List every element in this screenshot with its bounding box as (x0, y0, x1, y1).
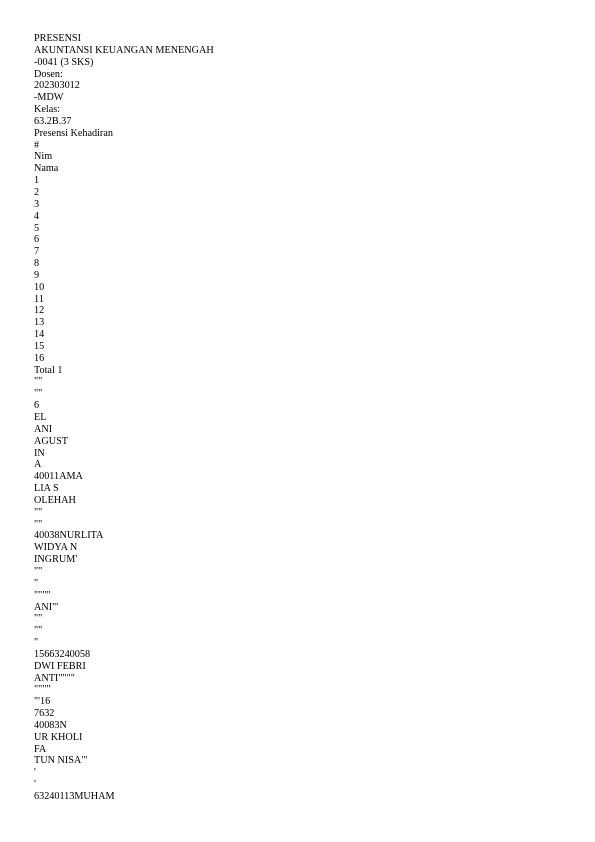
session-number: 6 (34, 234, 40, 246)
session-number: 12 (34, 305, 45, 317)
session-number: 10 (34, 281, 45, 293)
column-header-number: # (34, 139, 40, 151)
session-number: 8 (34, 258, 40, 270)
student-record: 40038NURLITA (34, 530, 104, 542)
lecturer-id: 202303012 (34, 80, 80, 92)
text-line: " (34, 637, 39, 649)
text-line: "" (34, 613, 43, 625)
class-value: 63.2B.37 (34, 115, 72, 127)
course-name: AKUNTANSI KEUANGAN MENENGAH (34, 44, 214, 56)
session-number: 16 (34, 352, 45, 364)
text-line: FA (34, 743, 47, 755)
text-line: 6 (34, 400, 40, 412)
session-number: 11 (34, 293, 44, 305)
text-line: AGUST (34, 435, 68, 447)
session-number: 3 (34, 198, 40, 210)
attendance-heading: Presensi Kehadiran (34, 127, 113, 139)
document-page (34, 33, 574, 803)
lecturer-code: -MDW (34, 92, 64, 104)
student-record: 15663240058 (34, 648, 91, 660)
text-line: ANI (34, 423, 53, 435)
text-line: INGRUM' (34, 554, 78, 566)
text-line: " (34, 577, 39, 589)
text-line: "" (34, 376, 43, 388)
session-number: 13 (34, 317, 45, 329)
text-line: A (34, 459, 42, 471)
student-record: 40083N (34, 719, 67, 731)
column-header-name: Nama (34, 163, 59, 175)
text-line: ANI"' (34, 601, 59, 613)
text-line: """" (34, 589, 51, 601)
text-line: UR KHOLI (34, 731, 83, 743)
text-line: DWI FEBRI (34, 660, 86, 672)
class-label: Kelas: (34, 104, 61, 116)
text-line: OLEHAH (34, 494, 76, 506)
total-label: Total 1 (34, 364, 63, 376)
document-title: PRESENSI (34, 33, 81, 44)
text-line: IN (34, 447, 45, 459)
text-line: ANTI"""" (34, 672, 75, 684)
session-number: 5 (34, 222, 40, 234)
text-line: "" (34, 388, 43, 400)
course-code: -0041 (3 SKS) (34, 56, 94, 68)
session-number: 14 (34, 329, 45, 341)
session-number: 2 (34, 186, 40, 198)
text-line: LIA S (34, 483, 59, 495)
text-line: """" (34, 684, 51, 696)
text-line: ' (34, 767, 36, 779)
text-line: WIDYA N (34, 542, 78, 554)
session-number: 4 (34, 210, 40, 222)
text-line: "" (34, 518, 43, 530)
session-number: 1 (34, 175, 40, 187)
column-header-nim: Nim (34, 151, 53, 163)
text-line: ' (34, 779, 36, 791)
student-record: 40011AMA (34, 471, 83, 483)
text-line: "" (34, 625, 43, 637)
text-line: 7632 (34, 708, 55, 720)
text-line: TUN NISA"' (34, 755, 88, 767)
text-line: "'16 (34, 696, 51, 708)
lecturer-label: Dosen: (34, 68, 63, 80)
text-line: "" (34, 506, 43, 518)
student-record: 63240113MUHAM (34, 791, 115, 802)
text-line: EL (34, 412, 47, 423)
session-number: 7 (34, 246, 40, 258)
text-line: "" (34, 565, 43, 577)
session-number: 9 (34, 269, 40, 281)
session-number: 15 (34, 340, 45, 352)
